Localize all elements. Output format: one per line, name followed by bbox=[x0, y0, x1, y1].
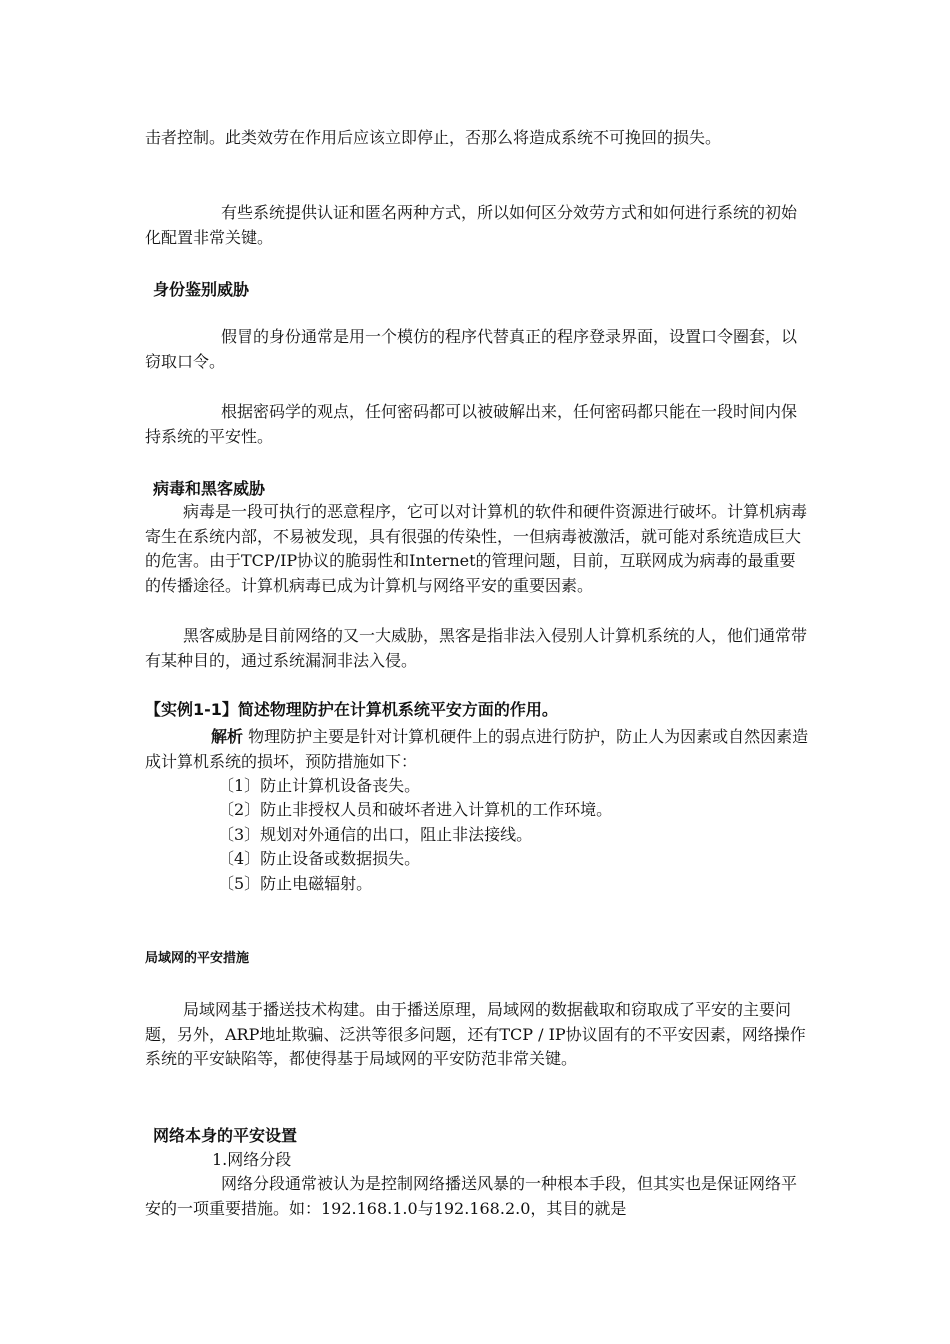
heading-lan-security: 局域网的平安措施 bbox=[145, 951, 250, 966]
paragraph-virus: 病毒是一段可执行的恶意程序，它可以对计算机的软件和硬件资源进行破坏。计算机病毒寄生在系统内部，不易被发现，具有很强的传染性，一但病毒被激活，就可能对系统造成巨大的危害。由于TCP/IP协议的脆弱性和Internet的管理问题，目前，互联网成为病毒的最重要的传播途径。计算机病毒已成为计算机与网络平安的重要因素。 bbox=[145, 502, 808, 595]
list-item: 〔1〕防止计算机设备丧失。 bbox=[218, 776, 421, 795]
list-item: 〔3〕规划对外通信的出口，阻止非法接线。 bbox=[218, 825, 533, 844]
paragraph-cryptography: 根据密码学的观点，任何密码都可以被破解出来，任何密码都只能在一段时间内保持系统的平安性。 bbox=[145, 402, 798, 446]
heading-identity-threat: 身份鉴别威胁 bbox=[153, 280, 250, 299]
list-item: 〔5〕防止电磁辐射。 bbox=[218, 874, 373, 893]
subheading-network-segment: 1.网络分段 bbox=[212, 1150, 292, 1169]
list-item: 〔2〕防止非授权人员和破坏者进入计算机的工作环境。 bbox=[218, 800, 613, 819]
paragraph-auth-modes: 有些系统提供认证和匿名两种方式，所以如何区分效劳方式和如何进行系统的初始化配置非常关键。 bbox=[145, 203, 798, 247]
paragraph-network-segment: 网络分段通常被认为是控制网络播送风暴的一种根本手段，但其实也是保证网络平安的一项重要措施。如：192.168.1.0与192.168.2.0，其目的就是 bbox=[145, 1174, 798, 1218]
example-analysis bbox=[145, 725, 810, 774]
example-title: 【实例1-1】简述物理防护在计算机系统平安方面的作用。 bbox=[145, 700, 558, 719]
analysis-label: 解析 bbox=[211, 727, 244, 746]
heading-network-setting: 网络本身的平安设置 bbox=[153, 1126, 298, 1145]
heading-virus-hacker-threat: 病毒和黑客威胁 bbox=[153, 479, 266, 498]
paragraph-service-stop: 击者控制。此类效劳在作用后应该立即停止，否那么将造成系统不可挽回的损失。 bbox=[145, 128, 722, 147]
paragraph-fake-identity: 假冒的身份通常是用一个模仿的程序代替真正的程序登录界面，设置口令圈套，以窃取口令。 bbox=[145, 327, 798, 371]
analysis-text: 物理防护主要是针对计算机硬件上的弱点进行防护，防止人为因素或自然因素造成计算机系统的损坏，预防措施如下： bbox=[145, 727, 809, 771]
paragraph-hacker: 黑客威胁是目前网络的又一大威胁，黑客是指非法入侵别人计算机系统的人，他们通常带有某种目的，通过系统漏洞非法入侵。 bbox=[145, 626, 808, 670]
paragraph-lan: 局域网基于播送技术构建。由于播送原理，局域网的数据截取和窃取成了平安的主要问题，另外，ARP地址欺骗、泛洪等很多问题，还有TCP / IP协议固有的不平安因素，网络操作系统的平安缺陷等，都使得基于局域网的平安防范非常关键。 bbox=[145, 1000, 806, 1068]
list-item: 〔4〕防止设备或数据损失。 bbox=[218, 849, 421, 868]
